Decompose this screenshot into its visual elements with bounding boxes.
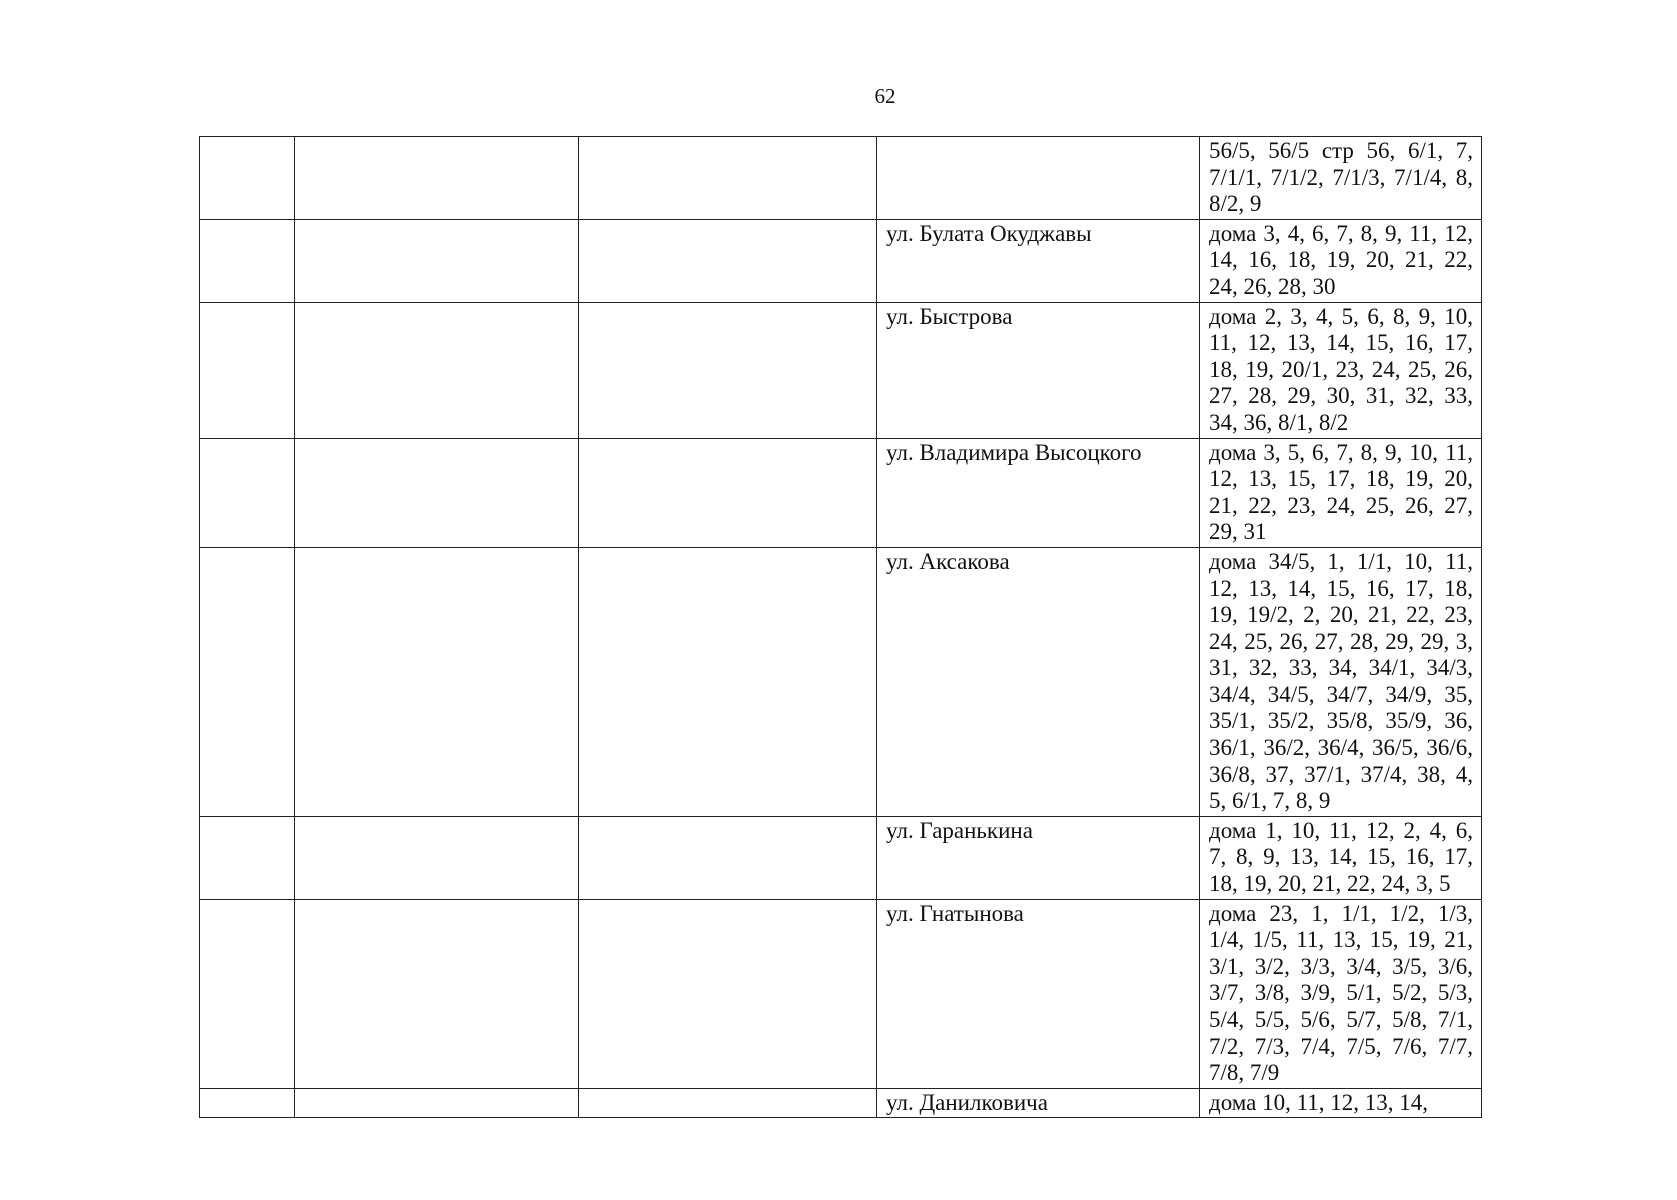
table-row	[200, 302, 1482, 438]
street-cell	[877, 137, 1200, 220]
number-cell	[200, 302, 295, 438]
table-row	[200, 547, 1482, 816]
district-cell	[295, 302, 579, 438]
street-cell: ул. Владимира Высоцкого	[877, 438, 1200, 547]
table-row	[200, 438, 1482, 547]
district-cell	[295, 1088, 579, 1118]
table-row	[200, 1088, 1482, 1118]
address-table	[199, 136, 1482, 1118]
district-cell	[295, 438, 579, 547]
number-cell	[200, 438, 295, 547]
street-cell: ул. Гнатынова	[877, 899, 1200, 1088]
number-cell	[200, 137, 295, 220]
organization-cell	[579, 438, 877, 547]
houses-cell: дома 10, 11, 12, 13, 14,	[1200, 1088, 1482, 1118]
organization-cell	[579, 899, 877, 1088]
organization-cell	[579, 1088, 877, 1118]
page-number: 62	[874, 84, 896, 108]
houses-cell: дома 1, 10, 11, 12, 2, 4, 6, 7, 8, 9, 13, 14, 15, 16, 17, 18, 19, 20, 21, 22, 24, 3, 5	[1200, 816, 1482, 899]
street-cell: ул. Булата Окуджавы	[877, 219, 1200, 302]
district-cell	[295, 137, 579, 220]
district-cell	[295, 816, 579, 899]
street-cell: ул. Гаранькина	[877, 816, 1200, 899]
district-cell	[295, 219, 579, 302]
street-cell: ул. Данилковича	[877, 1088, 1200, 1118]
organization-cell	[579, 547, 877, 816]
district-cell	[295, 899, 579, 1088]
table-row	[200, 899, 1482, 1088]
houses-cell: дома 23, 1, 1/1, 1/2, 1/3, 1/4, 1/5, 11, 13, 15, 19, 21, 3/1, 3/2, 3/3, 3/4, 3/5, 3/6, 3/7, 3/8, 3/9, 5/1, 5/2, 5/3, 5/4, 5/5, 5/6, 5/7, 5/8, 7/1, 7/2, 7/3, 7/4, 7/5, 7/6, 7/7, 7/8, 7/9	[1200, 899, 1482, 1088]
number-cell	[200, 1088, 295, 1118]
houses-cell: дома 3, 4, 6, 7, 8, 9, 11, 12, 14, 16, 18, 19, 20, 21, 22, 24, 26, 28, 30	[1200, 219, 1482, 302]
houses-cell: дома 2, 3, 4, 5, 6, 8, 9, 10, 11, 12, 13, 14, 15, 16, 17, 18, 19, 20/1, 23, 24, 25, 26, 27, 28, 29, 30, 31, 32, 33, 34, 36, 8/1, 8/2	[1200, 302, 1482, 438]
houses-cell: дома 34/5, 1, 1/1, 10, 11, 12, 13, 14, 15, 16, 17, 18, 19, 19/2, 2, 20, 21, 22, 23, 24, 25, 26, 27, 28, 29, 29, 3, 31, 32, 33, 34, 34/1, 34/3, 34/4, 34/5, 34/7, 34/9, 35, 35/1, 35/2, 35/8, 35/9, 36, 36/1, 36/2, 36/4, 36/5, 36/6, 36/8, 37, 37/1, 37/4, 38, 4, 5, 6/1, 7, 8, 9	[1200, 547, 1482, 816]
table-row	[200, 137, 1482, 220]
organization-cell	[579, 816, 877, 899]
table-row	[200, 816, 1482, 899]
organization-cell	[579, 302, 877, 438]
number-cell	[200, 547, 295, 816]
table-row	[200, 219, 1482, 302]
organization-cell	[579, 219, 877, 302]
number-cell	[200, 219, 295, 302]
number-cell	[200, 899, 295, 1088]
street-cell: ул. Аксакова	[877, 547, 1200, 816]
district-cell	[295, 547, 579, 816]
organization-cell	[579, 137, 877, 220]
number-cell	[200, 816, 295, 899]
street-cell: ул. Быстрова	[877, 302, 1200, 438]
houses-cell: 56/5, 56/5 стр 56, 6/1, 7, 7/1/1, 7/1/2, 7/1/3, 7/1/4, 8, 8/2, 9	[1200, 137, 1482, 220]
houses-cell: дома 3, 5, 6, 7, 8, 9, 10, 11, 12, 13, 15, 17, 18, 19, 20, 21, 22, 23, 24, 25, 26, 27, 29, 31	[1200, 438, 1482, 547]
